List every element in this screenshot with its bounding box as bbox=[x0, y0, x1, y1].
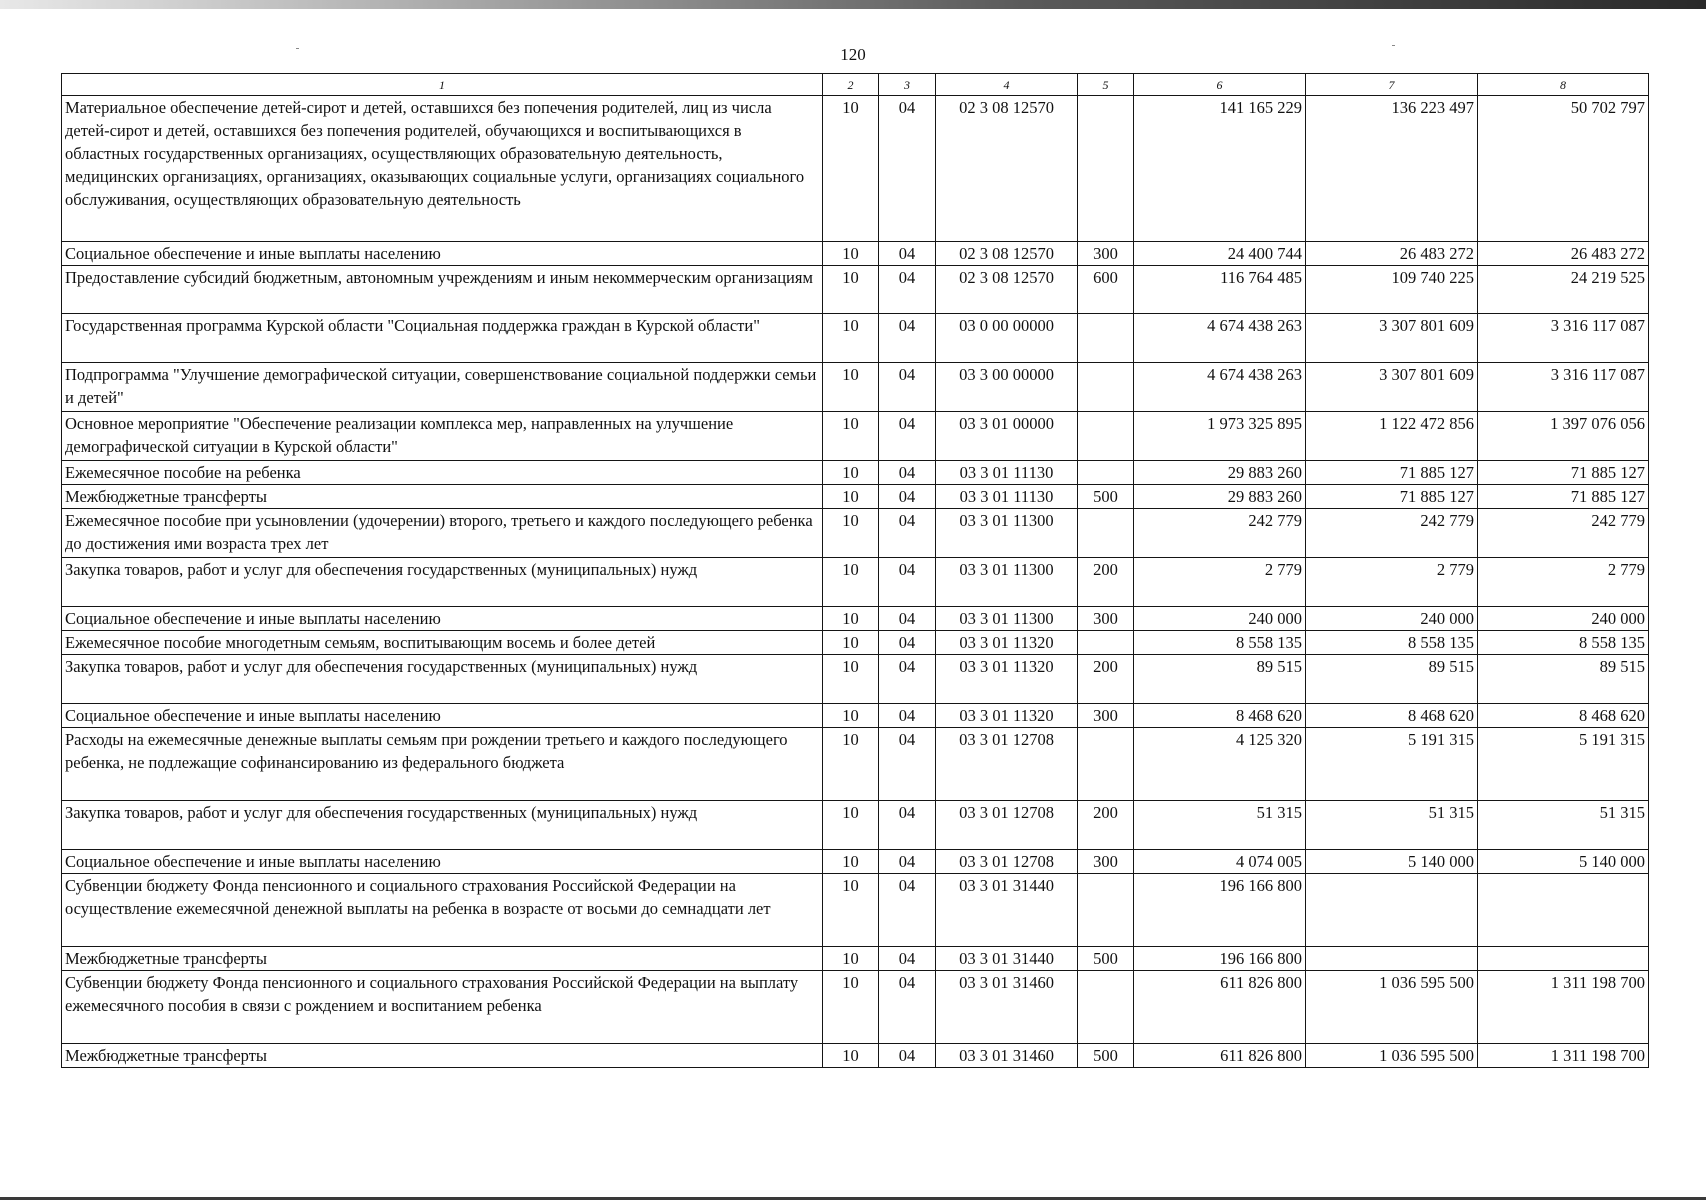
target-article-cell: 02 3 08 12570 bbox=[936, 266, 1078, 314]
expense-type-cell: 300 bbox=[1078, 242, 1134, 266]
section-code-cell: 10 bbox=[823, 947, 879, 971]
section-code-cell: 10 bbox=[823, 874, 879, 947]
target-article-cell: 02 3 08 12570 bbox=[936, 242, 1078, 266]
scan-top-edge bbox=[0, 0, 1706, 9]
amount-col6-cell: 29 883 260 bbox=[1134, 485, 1306, 509]
amount-col6-cell: 4 125 320 bbox=[1134, 728, 1306, 801]
subsection-code-cell: 04 bbox=[879, 850, 936, 874]
row-name-cell: Социальное обеспечение и иные выплаты населению bbox=[62, 242, 823, 266]
section-code-cell: 10 bbox=[823, 1044, 879, 1068]
amount-col7-cell: 2 779 bbox=[1306, 558, 1478, 607]
section-code-cell: 10 bbox=[823, 728, 879, 801]
row-name-cell: Субвенции бюджету Фонда пенсионного и социального страхования Российской Федерации на выплату ежемесячного пособия в связи с рождением и воспитанием ребенка bbox=[62, 971, 823, 1044]
expense-type-cell bbox=[1078, 874, 1134, 947]
expense-type-cell: 300 bbox=[1078, 850, 1134, 874]
amount-col7-cell: 8 468 620 bbox=[1306, 704, 1478, 728]
subsection-code-cell: 04 bbox=[879, 266, 936, 314]
subsection-code-cell: 04 bbox=[879, 363, 936, 412]
subsection-code-cell: 04 bbox=[879, 412, 936, 461]
subsection-code-cell: 04 bbox=[879, 728, 936, 801]
amount-col7-cell: 1 036 595 500 bbox=[1306, 1044, 1478, 1068]
subsection-code-cell: 04 bbox=[879, 631, 936, 655]
amount-col6-cell: 2 779 bbox=[1134, 558, 1306, 607]
subsection-code-cell: 04 bbox=[879, 461, 936, 485]
expense-type-cell bbox=[1078, 971, 1134, 1044]
target-article-cell: 03 3 01 31460 bbox=[936, 1044, 1078, 1068]
amount-col6-cell: 141 165 229 bbox=[1134, 96, 1306, 242]
amount-col8-cell: 240 000 bbox=[1478, 607, 1649, 631]
amount-col6-cell: 1 973 325 895 bbox=[1134, 412, 1306, 461]
amount-col7-cell bbox=[1306, 947, 1478, 971]
amount-col7-cell: 89 515 bbox=[1306, 655, 1478, 704]
section-code-cell: 10 bbox=[823, 266, 879, 314]
subsection-code-cell: 04 bbox=[879, 971, 936, 1044]
table-row bbox=[62, 509, 1649, 558]
table-row bbox=[62, 801, 1649, 850]
amount-col6-cell: 8 558 135 bbox=[1134, 631, 1306, 655]
section-code-cell: 10 bbox=[823, 607, 879, 631]
amount-col6-cell: 116 764 485 bbox=[1134, 266, 1306, 314]
table-row bbox=[62, 412, 1649, 461]
subsection-code-cell: 04 bbox=[879, 947, 936, 971]
target-article-cell: 03 3 01 12708 bbox=[936, 728, 1078, 801]
target-article-cell: 03 3 01 31440 bbox=[936, 947, 1078, 971]
section-code-cell: 10 bbox=[823, 631, 879, 655]
row-name-cell: Подпрограмма "Улучшение демографической ситуации, совершенствование социальной поддержки семьи и детей" bbox=[62, 363, 823, 412]
amount-col8-cell: 26 483 272 bbox=[1478, 242, 1649, 266]
row-name-cell: Закупка товаров, работ и услуг для обеспечения государственных (муниципальных) нужд bbox=[62, 801, 823, 850]
amount-col6-cell: 611 826 800 bbox=[1134, 1044, 1306, 1068]
table-row bbox=[62, 266, 1649, 314]
amount-col7-cell bbox=[1306, 874, 1478, 947]
amount-col6-cell: 4 674 438 263 bbox=[1134, 363, 1306, 412]
subsection-code-cell: 04 bbox=[879, 607, 936, 631]
column-number-7: 7 bbox=[1306, 74, 1478, 96]
row-name-cell: Расходы на ежемесячные денежные выплаты семьям при рождении третьего и каждого последующего ребенка, не подлежащие софинансированию из федерального бюджета bbox=[62, 728, 823, 801]
subsection-code-cell: 04 bbox=[879, 704, 936, 728]
amount-col7-cell: 242 779 bbox=[1306, 509, 1478, 558]
expense-type-cell: 600 bbox=[1078, 266, 1134, 314]
target-article-cell: 03 3 01 12708 bbox=[936, 801, 1078, 850]
table-row bbox=[62, 242, 1649, 266]
row-name-cell: Ежемесячное пособие при усыновлении (удочерении) второго, третьего и каждого последующего ребенка до достижения ими возраста трех лет bbox=[62, 509, 823, 558]
expense-type-cell bbox=[1078, 728, 1134, 801]
amount-col6-cell: 51 315 bbox=[1134, 801, 1306, 850]
target-article-cell: 03 3 01 31460 bbox=[936, 971, 1078, 1044]
amount-col6-cell: 24 400 744 bbox=[1134, 242, 1306, 266]
table-row bbox=[62, 874, 1649, 947]
amount-col7-cell: 71 885 127 bbox=[1306, 461, 1478, 485]
subsection-code-cell: 04 bbox=[879, 509, 936, 558]
amount-col8-cell: 2 779 bbox=[1478, 558, 1649, 607]
table-row bbox=[62, 485, 1649, 509]
amount-col7-cell: 240 000 bbox=[1306, 607, 1478, 631]
amount-col8-cell: 51 315 bbox=[1478, 801, 1649, 850]
amount-col8-cell: 1 397 076 056 bbox=[1478, 412, 1649, 461]
amount-col8-cell: 50 702 797 bbox=[1478, 96, 1649, 242]
table-row bbox=[62, 655, 1649, 704]
section-code-cell: 10 bbox=[823, 850, 879, 874]
target-article-cell: 03 0 00 00000 bbox=[936, 314, 1078, 363]
expense-type-cell bbox=[1078, 412, 1134, 461]
budget-table-body bbox=[62, 74, 1649, 1068]
amount-col6-cell: 611 826 800 bbox=[1134, 971, 1306, 1044]
amount-col6-cell: 242 779 bbox=[1134, 509, 1306, 558]
expense-type-cell bbox=[1078, 314, 1134, 363]
expense-type-cell: 200 bbox=[1078, 655, 1134, 704]
row-name-cell: Межбюджетные трансферты bbox=[62, 485, 823, 509]
amount-col8-cell: 8 468 620 bbox=[1478, 704, 1649, 728]
table-row bbox=[62, 704, 1649, 728]
amount-col7-cell: 109 740 225 bbox=[1306, 266, 1478, 314]
expense-type-cell bbox=[1078, 631, 1134, 655]
column-number-row bbox=[62, 74, 1649, 96]
amount-col7-cell: 1 122 472 856 bbox=[1306, 412, 1478, 461]
amount-col7-cell: 5 140 000 bbox=[1306, 850, 1478, 874]
section-code-cell: 10 bbox=[823, 801, 879, 850]
amount-col8-cell bbox=[1478, 874, 1649, 947]
amount-col8-cell: 1 311 198 700 bbox=[1478, 971, 1649, 1044]
amount-col6-cell: 89 515 bbox=[1134, 655, 1306, 704]
amount-col6-cell: 29 883 260 bbox=[1134, 461, 1306, 485]
amount-col6-cell: 8 468 620 bbox=[1134, 704, 1306, 728]
row-name-cell: Закупка товаров, работ и услуг для обеспечения государственных (муниципальных) нужд bbox=[62, 655, 823, 704]
expense-type-cell: 500 bbox=[1078, 1044, 1134, 1068]
section-code-cell: 10 bbox=[823, 655, 879, 704]
section-code-cell: 10 bbox=[823, 96, 879, 242]
section-code-cell: 10 bbox=[823, 704, 879, 728]
row-name-cell: Ежемесячное пособие многодетным семьям, воспитывающим восемь и более детей bbox=[62, 631, 823, 655]
table-row bbox=[62, 607, 1649, 631]
target-article-cell: 03 3 01 11300 bbox=[936, 509, 1078, 558]
table-row bbox=[62, 947, 1649, 971]
expense-type-cell bbox=[1078, 96, 1134, 242]
amount-col7-cell: 51 315 bbox=[1306, 801, 1478, 850]
subsection-code-cell: 04 bbox=[879, 1044, 936, 1068]
amount-col8-cell: 24 219 525 bbox=[1478, 266, 1649, 314]
amount-col8-cell: 89 515 bbox=[1478, 655, 1649, 704]
table-row bbox=[62, 728, 1649, 801]
section-code-cell: 10 bbox=[823, 461, 879, 485]
section-code-cell: 10 bbox=[823, 242, 879, 266]
amount-col6-cell: 196 166 800 bbox=[1134, 947, 1306, 971]
amount-col7-cell: 26 483 272 bbox=[1306, 242, 1478, 266]
amount-col6-cell: 196 166 800 bbox=[1134, 874, 1306, 947]
subsection-code-cell: 04 bbox=[879, 242, 936, 266]
subsection-code-cell: 04 bbox=[879, 485, 936, 509]
amount-col7-cell: 3 307 801 609 bbox=[1306, 314, 1478, 363]
expense-type-cell: 300 bbox=[1078, 704, 1134, 728]
target-article-cell: 03 3 00 00000 bbox=[936, 363, 1078, 412]
target-article-cell: 03 3 01 00000 bbox=[936, 412, 1078, 461]
expense-type-cell bbox=[1078, 363, 1134, 412]
column-number-1: 1 bbox=[62, 74, 823, 96]
amount-col7-cell: 3 307 801 609 bbox=[1306, 363, 1478, 412]
target-article-cell: 02 3 08 12570 bbox=[936, 96, 1078, 242]
column-number-6: 6 bbox=[1134, 74, 1306, 96]
target-article-cell: 03 3 01 11320 bbox=[936, 631, 1078, 655]
table-row bbox=[62, 363, 1649, 412]
expense-type-cell: 300 bbox=[1078, 607, 1134, 631]
subsection-code-cell: 04 bbox=[879, 558, 936, 607]
page-number: 120 bbox=[840, 45, 866, 64]
amount-col7-cell: 71 885 127 bbox=[1306, 485, 1478, 509]
row-name-cell: Государственная программа Курской области "Социальная поддержка граждан в Курской области" bbox=[62, 314, 823, 363]
table-row bbox=[62, 558, 1649, 607]
column-number-4: 4 bbox=[936, 74, 1078, 96]
subsection-code-cell: 04 bbox=[879, 314, 936, 363]
target-article-cell: 03 3 01 12708 bbox=[936, 850, 1078, 874]
table-row bbox=[62, 850, 1649, 874]
table-row bbox=[62, 631, 1649, 655]
target-article-cell: 03 3 01 11300 bbox=[936, 607, 1078, 631]
target-article-cell: 03 3 01 31440 bbox=[936, 874, 1078, 947]
section-code-cell: 10 bbox=[823, 363, 879, 412]
amount-col8-cell: 5 191 315 bbox=[1478, 728, 1649, 801]
row-name-cell: Ежемесячное пособие на ребенка bbox=[62, 461, 823, 485]
row-name-cell: Межбюджетные трансферты bbox=[62, 947, 823, 971]
table-row bbox=[62, 1044, 1649, 1068]
expense-type-cell: 200 bbox=[1078, 801, 1134, 850]
expense-type-cell: 500 bbox=[1078, 485, 1134, 509]
subsection-code-cell: 04 bbox=[879, 655, 936, 704]
amount-col8-cell: 3 316 117 087 bbox=[1478, 363, 1649, 412]
amount-col6-cell: 4 074 005 bbox=[1134, 850, 1306, 874]
target-article-cell: 03 3 01 11320 bbox=[936, 655, 1078, 704]
target-article-cell: 03 3 01 11130 bbox=[936, 461, 1078, 485]
amount-col6-cell: 4 674 438 263 bbox=[1134, 314, 1306, 363]
table-row bbox=[62, 96, 1649, 242]
row-name-cell: Социальное обеспечение и иные выплаты населению bbox=[62, 704, 823, 728]
amount-col8-cell: 71 885 127 bbox=[1478, 485, 1649, 509]
column-number-5: 5 bbox=[1078, 74, 1134, 96]
subsection-code-cell: 04 bbox=[879, 96, 936, 242]
amount-col8-cell: 3 316 117 087 bbox=[1478, 314, 1649, 363]
expense-type-cell bbox=[1078, 461, 1134, 485]
section-code-cell: 10 bbox=[823, 971, 879, 1044]
column-number-8: 8 bbox=[1478, 74, 1649, 96]
amount-col8-cell: 71 885 127 bbox=[1478, 461, 1649, 485]
target-article-cell: 03 3 01 11130 bbox=[936, 485, 1078, 509]
table-row bbox=[62, 461, 1649, 485]
expense-type-cell bbox=[1078, 509, 1134, 558]
target-article-cell: 03 3 01 11320 bbox=[936, 704, 1078, 728]
column-number-2: 2 bbox=[823, 74, 879, 96]
table-row bbox=[62, 971, 1649, 1044]
amount-col8-cell: 5 140 000 bbox=[1478, 850, 1649, 874]
section-code-cell: 10 bbox=[823, 485, 879, 509]
amount-col7-cell: 5 191 315 bbox=[1306, 728, 1478, 801]
amount-col8-cell: 8 558 135 bbox=[1478, 631, 1649, 655]
subsection-code-cell: 04 bbox=[879, 874, 936, 947]
section-code-cell: 10 bbox=[823, 412, 879, 461]
row-name-cell: Социальное обеспечение и иные выплаты населению bbox=[62, 607, 823, 631]
amount-col8-cell: 242 779 bbox=[1478, 509, 1649, 558]
amount-col7-cell: 8 558 135 bbox=[1306, 631, 1478, 655]
expense-type-cell: 200 bbox=[1078, 558, 1134, 607]
amount-col6-cell: 240 000 bbox=[1134, 607, 1306, 631]
row-name-cell: Основное мероприятие "Обеспечение реализации комплекса мер, направленных на улучшение демографической ситуации в Курской области" bbox=[62, 412, 823, 461]
amount-col8-cell: 1 311 198 700 bbox=[1478, 1044, 1649, 1068]
row-name-cell: Закупка товаров, работ и услуг для обеспечения государственных (муниципальных) нужд bbox=[62, 558, 823, 607]
amount-col7-cell: 136 223 497 bbox=[1306, 96, 1478, 242]
row-name-cell: Межбюджетные трансферты bbox=[62, 1044, 823, 1068]
table-row bbox=[62, 314, 1649, 363]
expense-type-cell: 500 bbox=[1078, 947, 1134, 971]
section-code-cell: 10 bbox=[823, 509, 879, 558]
column-number-3: 3 bbox=[879, 74, 936, 96]
amount-col7-cell: 1 036 595 500 bbox=[1306, 971, 1478, 1044]
row-name-cell: Материальное обеспечение детей-сирот и детей, оставшихся без попечения родителей, лиц из числа детей-сирот и детей, оставшихся без попечения родителей, обучающихся и воспитывающихся в областных государственных организациях, осуществляющих образовательную деятельность, медицинских организациях, организациях, оказывающих социальные услуги, организациях социального обслуживания, осуществляющих образовательную деятельность bbox=[62, 96, 823, 242]
row-name-cell: Предоставление субсидий бюджетным, автономным учреждениям и иным некоммерческим организациям bbox=[62, 266, 823, 314]
section-code-cell: 10 bbox=[823, 314, 879, 363]
budget-table bbox=[61, 73, 1649, 1068]
section-code-cell: 10 bbox=[823, 558, 879, 607]
target-article-cell: 03 3 01 11300 bbox=[936, 558, 1078, 607]
row-name-cell: Субвенции бюджету Фонда пенсионного и социального страхования Российской Федерации на осуществление ежемесячной денежной выплаты на ребенка в возрасте от восьми до семнадцати лет bbox=[62, 874, 823, 947]
row-name-cell: Социальное обеспечение и иные выплаты населению bbox=[62, 850, 823, 874]
amount-col8-cell bbox=[1478, 947, 1649, 971]
subsection-code-cell: 04 bbox=[879, 801, 936, 850]
